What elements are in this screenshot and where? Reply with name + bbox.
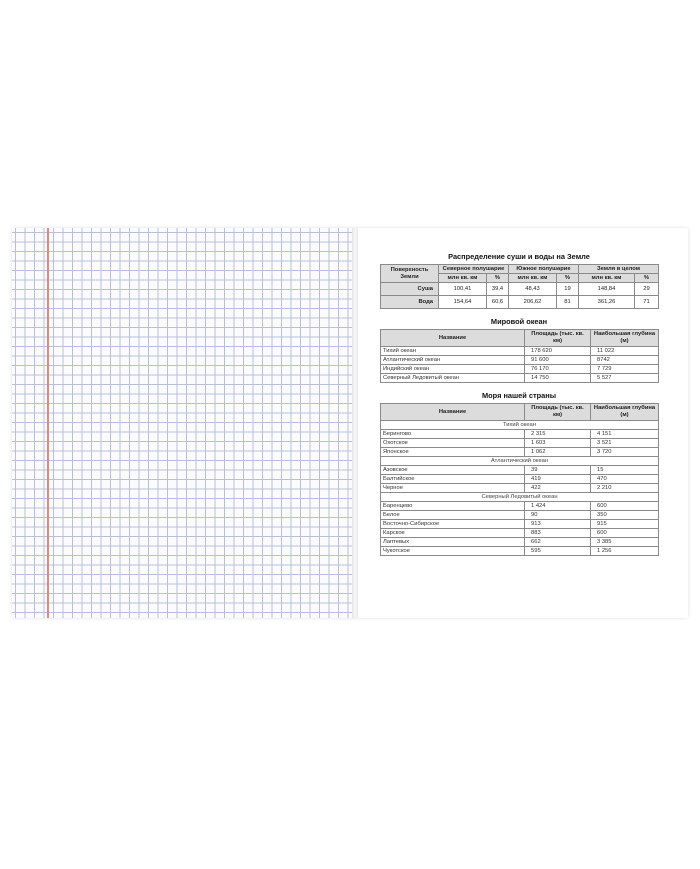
sea-area: 913	[525, 520, 591, 529]
table-row	[381, 466, 659, 475]
sea-area: 90	[525, 511, 591, 520]
table-cell: 19	[557, 283, 579, 296]
table-row	[381, 439, 659, 448]
margin-line	[47, 228, 49, 618]
depth-header: Наибольшая глубина (м)	[591, 330, 659, 347]
sea-name: Черное	[381, 484, 525, 493]
table-cell: 154,64	[439, 296, 487, 309]
sea-depth: 600	[591, 502, 659, 511]
table-cell: 361,26	[579, 296, 635, 309]
sea-depth: 350	[591, 511, 659, 520]
table-row	[381, 520, 659, 529]
ocean-name: Тихий океан	[381, 347, 525, 356]
sea-depth: 2 210	[591, 484, 659, 493]
unit-pct: %	[487, 274, 509, 283]
sea-depth: 470	[591, 475, 659, 484]
land-water-title: Распределение суши и воды на Земле	[448, 252, 590, 261]
south-hemisphere-header: Южное полушарие	[509, 265, 579, 274]
sea-name: Белое	[381, 511, 525, 520]
name-header: Название	[381, 330, 525, 347]
unit-area: млн кв. км	[439, 274, 487, 283]
ocean-area: 178 620	[525, 347, 591, 356]
table-header-row	[381, 330, 659, 347]
graph-paper-page	[12, 228, 352, 618]
table-row	[381, 502, 659, 511]
depth-header: Наибольшая глубина (м)	[591, 404, 659, 421]
world-ocean-table	[380, 329, 659, 383]
seas-title: Моря нашей страны	[481, 391, 557, 400]
sea-name: Балтийское	[381, 475, 525, 484]
seas-table	[380, 403, 659, 556]
sea-depth: 3 385	[591, 538, 659, 547]
sea-area: 662	[525, 538, 591, 547]
group-label: Атлантический океан	[381, 457, 659, 466]
sea-name: Чукотское	[381, 547, 525, 556]
table-cell: 29	[635, 283, 659, 296]
open-notebook	[12, 228, 688, 618]
table-cell: 81	[557, 296, 579, 309]
north-hemisphere-header: Северное полушарие	[439, 265, 509, 274]
sea-area: 1 603	[525, 439, 591, 448]
sea-depth: 600	[591, 529, 659, 538]
reference-page	[358, 228, 688, 618]
table-row	[381, 538, 659, 547]
table-header-row	[381, 404, 659, 421]
sea-area: 883	[525, 529, 591, 538]
group-label: Тихий океан	[381, 421, 659, 430]
group-label: Северный Ледовитый океан	[381, 493, 659, 502]
unit-pct: %	[635, 274, 659, 283]
table-row	[381, 283, 659, 296]
table-cell: 206,62	[509, 296, 557, 309]
sea-depth: 1 256	[591, 547, 659, 556]
ocean-area: 91 600	[525, 356, 591, 365]
group-row	[381, 457, 659, 466]
ocean-area: 14 750	[525, 374, 591, 383]
sea-area: 419	[525, 475, 591, 484]
sea-depth: 3 521	[591, 439, 659, 448]
table-row	[381, 347, 659, 356]
ocean-name: Атлантический океан	[381, 356, 525, 365]
table-cell: 71	[635, 296, 659, 309]
group-row	[381, 493, 659, 502]
sea-depth: 4 151	[591, 430, 659, 439]
sea-area: 1 424	[525, 502, 591, 511]
table-row	[381, 296, 659, 309]
sea-depth: 915	[591, 520, 659, 529]
ocean-depth: 11 022	[591, 347, 659, 356]
table-cell: 148,84	[579, 283, 635, 296]
ocean-name: Северный Ледовитый океан	[381, 374, 525, 383]
sea-area: 422	[525, 484, 591, 493]
reference-content	[380, 252, 658, 556]
unit-area: млн кв. км	[579, 274, 635, 283]
ocean-depth: 7 729	[591, 365, 659, 374]
row-label: Вода	[381, 296, 439, 309]
sea-depth: 3 720	[591, 448, 659, 457]
sea-name: Азовское	[381, 466, 525, 475]
land-water-table	[380, 264, 659, 309]
area-header: Площадь (тыс. кв. км)	[525, 404, 591, 421]
ocean-area: 76 170	[525, 365, 591, 374]
sea-area: 595	[525, 547, 591, 556]
table-row	[381, 547, 659, 556]
table-cell: 60,6	[487, 296, 509, 309]
table-row	[381, 475, 659, 484]
sea-name: Восточно-Сибирское	[381, 520, 525, 529]
unit-pct: %	[557, 274, 579, 283]
ocean-depth: 5 527	[591, 374, 659, 383]
table-header-row	[381, 265, 659, 274]
table-row	[381, 356, 659, 365]
group-row	[381, 421, 659, 430]
sea-name: Охотское	[381, 439, 525, 448]
table-cell: 100,41	[439, 283, 487, 296]
table-row	[381, 430, 659, 439]
sea-name: Японское	[381, 448, 525, 457]
name-header: Название	[381, 404, 525, 421]
table-row	[381, 529, 659, 538]
table-row	[381, 374, 659, 383]
table-row	[381, 484, 659, 493]
unit-area: млн кв. км	[509, 274, 557, 283]
sea-name: Баренцево	[381, 502, 525, 511]
table-cell: 48,43	[509, 283, 557, 296]
area-header: Площадь (тыс. кв. км)	[525, 330, 591, 347]
world-ocean-title: Мировой океан	[490, 317, 548, 326]
earth-total-header: Земля в целом	[579, 265, 659, 274]
sea-depth: 15	[591, 466, 659, 475]
sea-name: Берингово	[381, 430, 525, 439]
ocean-depth: 8742	[591, 356, 659, 365]
sea-area: 1 062	[525, 448, 591, 457]
ocean-name: Индийский океан	[381, 365, 525, 374]
table-row	[381, 511, 659, 520]
sea-name: Карское	[381, 529, 525, 538]
table-row	[381, 448, 659, 457]
table-cell: 39,4	[487, 283, 509, 296]
sea-area: 2 315	[525, 430, 591, 439]
surface-header: Поверхность Земли	[381, 265, 439, 283]
sea-name: Лаптевых	[381, 538, 525, 547]
table-row	[381, 365, 659, 374]
sea-area: 39	[525, 466, 591, 475]
row-label: Суша	[381, 283, 439, 296]
